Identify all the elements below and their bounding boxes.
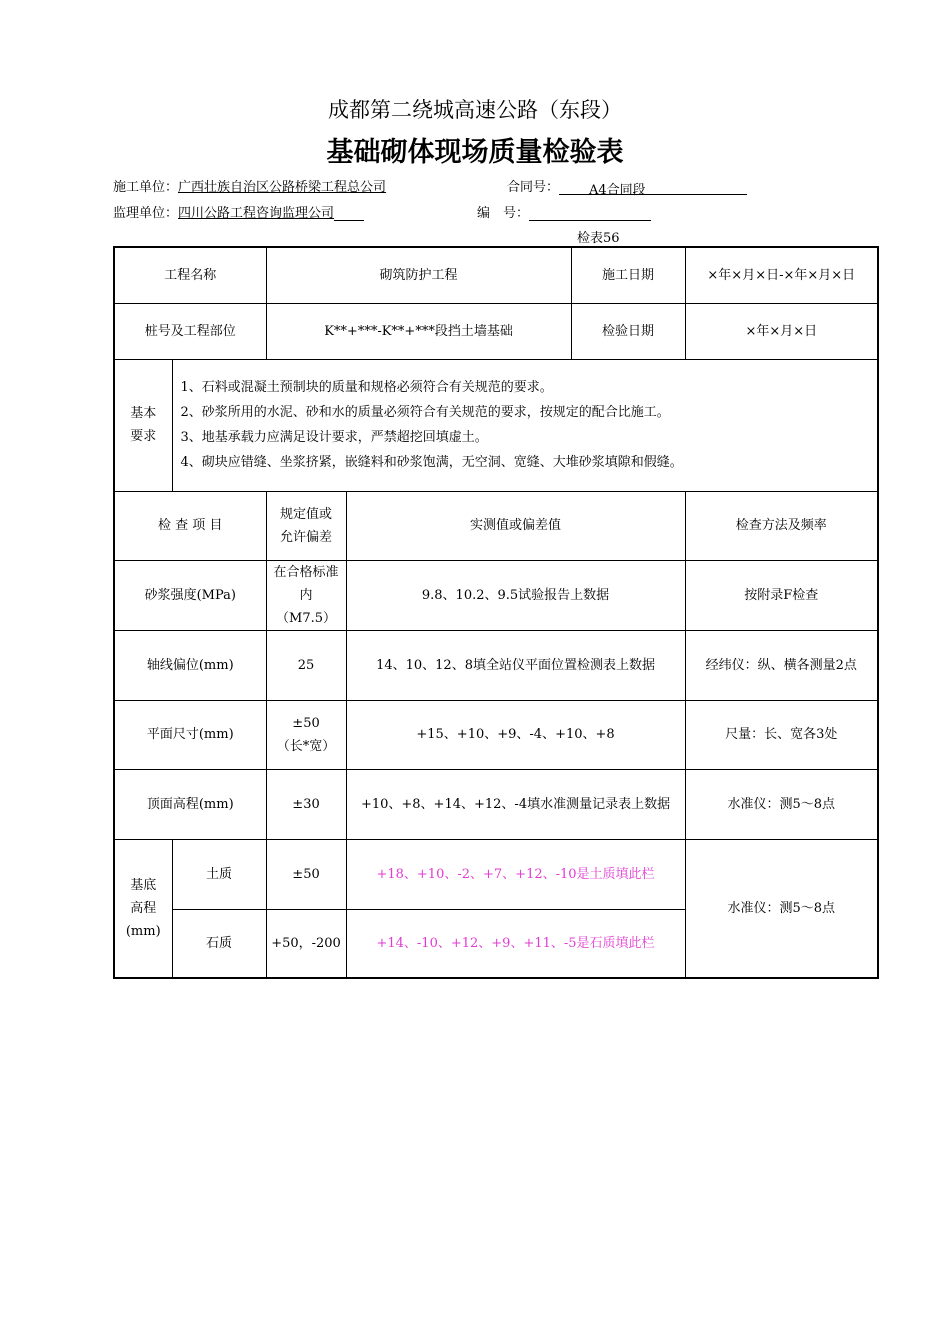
row-method: 尺量：长、宽各3处 (685, 700, 878, 769)
row-measured: 14、10、12、8填全站仪平面位置检测表上数据 (346, 630, 685, 700)
document-subtitle: 成都第二绕城高速公路（东段） (328, 98, 622, 122)
row-spec-line1: ±50 (292, 715, 320, 731)
column-header-spec (266, 491, 346, 560)
row-spec-line2: （长*宽） (276, 738, 336, 754)
row-method: 水准仪：测5～8点 (685, 769, 878, 839)
soil-spec: ±50 (266, 839, 346, 909)
rock-measured: +14、-10、+12、+9、+11、-5是石质填此栏 (346, 909, 685, 978)
requirement-item: 2、砂浆所用的水泥、砂和水的质量必须符合有关规范的要求，按规定的配合比施工。 (180, 405, 670, 420)
requirement-item: 4、砌块应错缝、坐浆挤紧，嵌缝料和砂浆饱满，无空洞、宽缝、大堆砂浆填隙和假缝。 (180, 455, 683, 470)
row-spec (266, 700, 346, 769)
row-item: 砂浆强度(MPa) (114, 560, 266, 630)
base-elevation-method: 水准仪：测5～8点 (685, 839, 878, 978)
supervision-unit-line (113, 202, 364, 221)
info-row-2 (114, 303, 878, 359)
base-elevation-label (114, 839, 172, 978)
table-row (114, 769, 878, 839)
soil-label: 土质 (172, 839, 266, 909)
contract-field (559, 179, 747, 198)
construction-date-label: 施工日期 (571, 247, 685, 303)
project-name-label: 工程名称 (114, 247, 266, 303)
table-row (114, 630, 878, 700)
base-elevation-label-line3: (mm) (125, 923, 161, 939)
supervision-unit-value: 四川公路工程咨询监理公司 (178, 206, 335, 221)
table-row (114, 700, 878, 769)
station-label: 桩号及工程部位 (114, 303, 266, 359)
inspection-date-label: 检验日期 (571, 303, 685, 359)
row-item: 顶面高程(mm) (114, 769, 266, 839)
requirements-list (172, 359, 878, 491)
row-spec: ±30 (266, 769, 346, 839)
contract-line (507, 176, 747, 198)
base-elevation-label-line1: 基底 (130, 877, 157, 893)
row-measured: +10、+8、+14、+12、-4填水准测量记录表上数据 (346, 769, 685, 839)
row-spec: 25 (266, 630, 346, 700)
construction-date-value: ×年×月×日-×年×月×日 (685, 247, 878, 303)
number-field (529, 205, 651, 221)
requirements-label-line1: 基本 (130, 406, 157, 421)
rock-label: 石质 (172, 909, 266, 978)
row-method: 经纬仪：纵、横各测量2点 (685, 630, 878, 700)
construction-unit-value: 广西壮族自治区公路桥梁工程总公司 (178, 180, 387, 195)
column-header-measured: 实测值或偏差值 (346, 491, 685, 560)
contract-label: 合同号： (507, 180, 560, 195)
column-header-item: 检 查 项 目 (114, 491, 266, 560)
row-spec-line2: （M7.5） (276, 610, 337, 626)
row-spec-line1: 在合格标准内 (273, 564, 339, 603)
construction-unit-line (113, 176, 386, 195)
requirements-label-line2: 要求 (130, 429, 157, 444)
project-name-value: 砌筑防护工程 (266, 247, 571, 303)
soil-measured: +18、+10、-2、+7、+12、-10是土质填此栏 (346, 839, 685, 909)
base-elevation-label-line2: 高程 (130, 900, 157, 916)
column-header-row (114, 491, 878, 560)
requirement-item: 1、石料或混凝土预制块的质量和规格必须符合有关规范的要求。 (180, 380, 553, 395)
supervision-unit-underline (334, 205, 364, 221)
row-measured: 9.8、10.2、9.5试验报告上数据 (346, 560, 685, 630)
construction-unit-label: 施工单位： (113, 180, 179, 195)
number-line (477, 202, 651, 221)
check-table-number: 检表56 (577, 231, 620, 246)
row-item: 平面尺寸(mm) (114, 700, 266, 769)
document-title: 基础砌体现场质量检验表 (326, 137, 624, 168)
requirements-row (114, 359, 878, 491)
base-elevation-soil-row (114, 839, 878, 909)
requirements-label (114, 359, 172, 491)
number-label: 编 号： (477, 206, 530, 221)
row-item: 轴线偏位(mm) (114, 630, 266, 700)
rock-spec: +50，-200 (266, 909, 346, 978)
row-spec (266, 560, 346, 630)
table-row (114, 560, 878, 630)
requirement-item: 3、地基承载力应满足设计要求，严禁超挖回填虚土。 (180, 430, 488, 445)
inspection-table (113, 246, 879, 979)
info-row-1 (114, 247, 878, 303)
contract-value: A4合同段 (589, 183, 646, 198)
station-value: K**+***-K**+***段挡土墙基础 (266, 303, 571, 359)
supervision-unit-label: 监理单位： (113, 206, 179, 221)
row-method: 按附录F检查 (685, 560, 878, 630)
row-measured: +15、+10、+9、-4、+10、+8 (346, 700, 685, 769)
column-header-spec-line2: 允许偏差 (280, 529, 333, 545)
column-header-method: 检查方法及频率 (685, 491, 878, 560)
column-header-spec-line1: 规定值或 (280, 506, 333, 522)
inspection-date-value: ×年×月×日 (685, 303, 878, 359)
